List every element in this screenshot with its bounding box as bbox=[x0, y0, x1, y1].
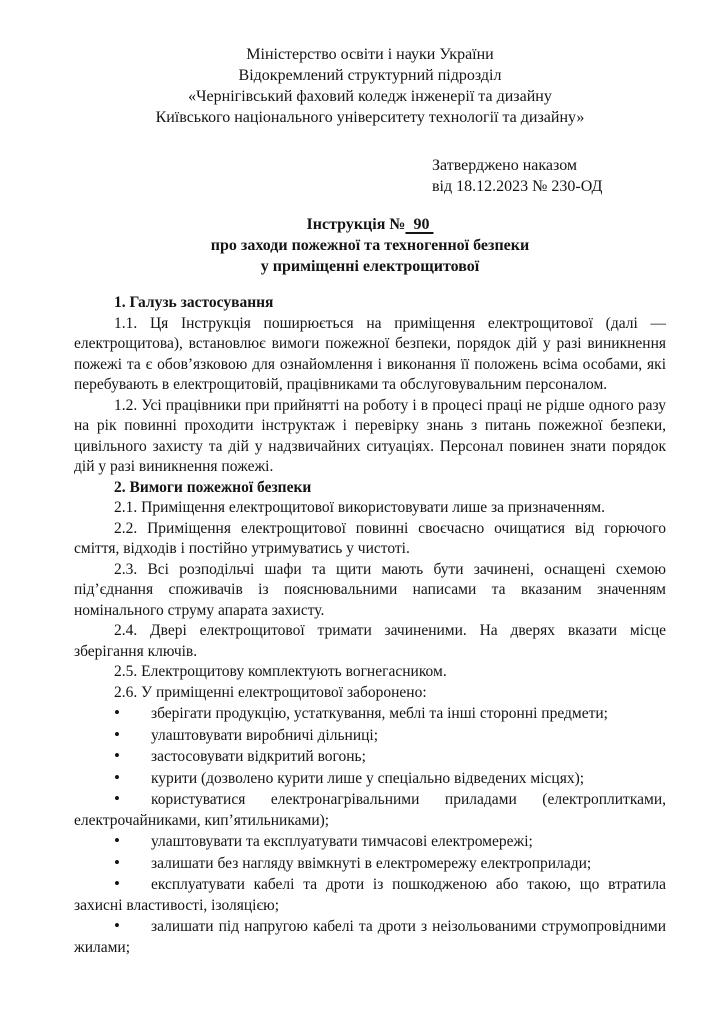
title-prefix: Інструкція № bbox=[306, 216, 406, 233]
prohibition-item-smoking bbox=[74, 768, 666, 790]
bullet-marker: • bbox=[114, 831, 120, 850]
document-title bbox=[74, 214, 666, 277]
prohibition-item-damaged-cables bbox=[74, 874, 666, 916]
bullet-marker: • bbox=[114, 789, 120, 808]
paragraph-1-1: 1.1. Ця Інструкція поширюється на приміщення електрощитової (далі — електрощитова), встановлює вимоги пожежної безпеки, порядок дій у разі виникнення пожежі та є обов’язковою для ознайомлення і виконання її положень всіма особами, які перебувають в електрощитовій, працівниками та обслуговувальним персоналом. bbox=[74, 314, 666, 393]
paragraph-1-2: 1.2. Усі працівники при прийнятті на роботу і в процесі праці не рідше одного разу на рік повинні проходити інструктаж і перевірку знань з питань пожежної безпеки, цивільного захисту та дій у надзвичайних ситуаціях. Персонал повинен знати порядок дій у разі виникнення пожежі. bbox=[74, 396, 666, 475]
prohibition-item-text: застосовувати відкритий вогонь; bbox=[150, 748, 366, 765]
prohibition-item-heating-devices bbox=[74, 789, 666, 831]
header-line-college: «Чернігівський фаховий коледж інженерії та дизайну bbox=[188, 88, 552, 105]
paragraph-2-6: 2.6. У приміщенні електрощитової заборонено: bbox=[114, 683, 427, 701]
header-line-university: Київського національного університету технології та дизайну» bbox=[155, 109, 585, 126]
prohibition-item-text: залишати під напругою кабелі та дроти з неізольованими струмопровідними жилами; bbox=[74, 918, 666, 956]
title-line-location: у приміщенні електрощитової bbox=[260, 258, 480, 275]
approval-line-approved: Затверджено наказом bbox=[432, 157, 578, 174]
paragraph-2-3: 2.3. Всі розподільчі шафи та щити мають бути зачинені, оснащені схемою під’єднання споживачів із пояснювальними написами та вказаним значенням номінального струму апарата захисту. bbox=[74, 560, 666, 619]
approval-line-order-date: від 18.12.2023 № 230-ОД bbox=[432, 178, 603, 195]
prohibition-item-text: зберігати продукцію, устаткування, меблі та інші сторонні предмети; bbox=[150, 705, 608, 722]
document-body bbox=[74, 293, 666, 958]
bullet-marker: • bbox=[114, 852, 120, 872]
header-line-ministry: Міністерство освіти і науки України bbox=[246, 46, 494, 63]
prohibition-item-text: користуватися електронагрівальними приладами (електроплитками, електрочайниками, кип’ятильниками); bbox=[74, 791, 666, 829]
section-1-heading: 1. Галузь застосування bbox=[114, 294, 274, 311]
bullet-marker: • bbox=[114, 746, 120, 765]
header-line-subdivision: Відокремлений структурний підрозділ bbox=[238, 67, 502, 84]
prohibition-item-open-fire bbox=[74, 746, 666, 768]
paragraph-2-5: 2.5. Електрощитову комплектують вогнегасником. bbox=[114, 663, 447, 680]
bullet-marker: • bbox=[114, 703, 120, 722]
prohibition-item-uninsulated-wires bbox=[74, 916, 666, 958]
paragraph-2-2: 2.2. Приміщення електрощитової повинні своєчасно очищатися від горючого сміття, відходів і постійно утримуватись у чистоті. bbox=[74, 519, 666, 557]
section-2-heading: 2. Вимоги пожежної безпеки bbox=[114, 478, 312, 496]
approval-block bbox=[432, 155, 666, 197]
bullet-marker: • bbox=[114, 874, 120, 893]
prohibition-item-temporary-networks bbox=[74, 831, 666, 853]
paragraph-2-4: 2.4. Двері електрощитової тримати зачиненими. На дверях вказати місце зберігання ключів. bbox=[74, 622, 666, 660]
instruction-number: 90 bbox=[405, 216, 434, 233]
prohibition-item-text: улаштовувати виробничі дільниці; bbox=[150, 726, 379, 744]
prohibition-item-production-areas bbox=[74, 725, 666, 747]
prohibition-item-storage bbox=[74, 703, 666, 725]
prohibition-item-text: улаштовувати та експлуатувати тимчасові електромережі; bbox=[150, 833, 533, 850]
prohibition-item-text: залишати без нагляду ввімкнуті в електромережу електроприлади; bbox=[150, 854, 592, 872]
bullet-marker: • bbox=[114, 916, 120, 935]
prohibition-item-text: експлуатувати кабелі та дроти із пошкодженою або такою, що втратила захисні властивості, ізоляцією; bbox=[74, 876, 666, 914]
bullet-marker: • bbox=[114, 767, 120, 787]
title-line-subject: про заходи пожежної та техногенної безпеки bbox=[210, 237, 530, 254]
document-header bbox=[74, 44, 666, 128]
prohibition-item-unattended-devices bbox=[74, 853, 666, 875]
paragraph-2-1: 2.1. Приміщення електрощитової використовувати лише за призначенням. bbox=[114, 499, 605, 516]
prohibition-item-text: курити (дозволено курити лише у спеціально відведених місцях); bbox=[150, 769, 585, 787]
bullet-marker: • bbox=[114, 724, 120, 744]
title-line-instruction-number bbox=[74, 214, 666, 235]
